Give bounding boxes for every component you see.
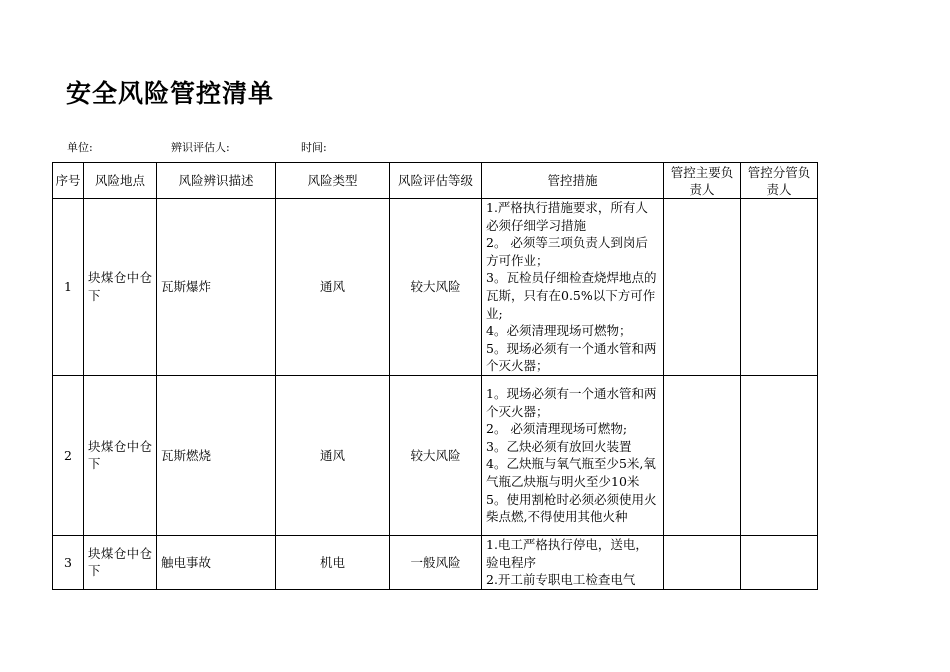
cell-main-person: [664, 535, 741, 589]
header-location: 风险地点: [84, 163, 157, 199]
table-row: [53, 375, 818, 535]
measure-item: 5。现场必须有一个通水管和两个灭火器；: [486, 340, 657, 374]
cell-measures: [482, 535, 664, 589]
table-row: [53, 199, 818, 376]
cell-type: 通风: [276, 375, 390, 535]
cell-measures: [482, 375, 664, 535]
measure-item: 1.电工严格执行停电，送电，验电程序: [486, 536, 648, 570]
header-level: 风险评估等级: [390, 163, 482, 199]
measure-item: 3。瓦检员仔细检查烧焊地点的瓦斯，只有在0.5%以下方可作业;: [486, 270, 657, 321]
cell-description: 触电事故: [157, 535, 276, 589]
header-sub-person: 管控分管负责人: [741, 163, 818, 199]
table-row: [53, 535, 818, 589]
header-no: 序号: [53, 163, 84, 199]
header-main-person: 管控主要负责人: [664, 163, 741, 199]
measure-item: 2.开工前专职电工检查电气: [486, 572, 636, 588]
cell-level: 一般风险: [390, 535, 482, 589]
cell-sub-person: [741, 535, 818, 589]
cell-level: 较大风险: [390, 199, 482, 376]
cell-type: 机电: [276, 535, 390, 589]
cell-measures: [482, 199, 664, 376]
header-description: 风险辨识描述: [157, 163, 276, 199]
measure-item: 2。 必须清理现场可燃物;: [486, 421, 628, 437]
cell-description: 瓦斯爆炸: [157, 199, 276, 376]
measure-item: 4。必须清理现场可燃物；: [486, 323, 632, 339]
unit-label: 单位:: [67, 141, 93, 154]
cell-location: 块煤仓中仓下: [84, 535, 157, 589]
cell-sub-person: [741, 199, 818, 376]
cell-main-person: [664, 375, 741, 535]
table-header-row: [53, 163, 818, 199]
cell-type: 通风: [276, 199, 390, 376]
measure-item: 4。乙炔瓶与氧气瓶至少5米,氧气瓶乙炔瓶与明火至少10米: [486, 456, 656, 490]
measure-item: 3。乙炔必须有放回火装置: [486, 438, 632, 454]
cell-location: 块煤仓中仓下: [84, 375, 157, 535]
cell-no: 3: [53, 535, 84, 589]
cell-no: 2: [53, 375, 84, 535]
measure-item: 1.严格执行措施要求，所有人必须仔细学习措施: [486, 200, 648, 233]
cell-no: 1: [53, 199, 84, 376]
cell-location: 块煤仓中仓下: [84, 199, 157, 376]
measure-item: 2。 必须等三项负责人到岗后方可作业；: [486, 235, 648, 268]
cell-main-person: [664, 199, 741, 376]
header-measures: 管控措施: [482, 163, 664, 199]
cell-sub-person: [741, 375, 818, 535]
risk-control-table: [52, 162, 818, 590]
measure-item: 5。使用割枪时必须必须使用火柴点燃,不得使用其他火种: [486, 491, 657, 525]
time-label: 时间:: [301, 141, 327, 154]
assessor-label: 辨识评估人:: [171, 141, 230, 154]
document-title: 安全风险管控清单: [66, 79, 275, 108]
cell-level: 较大风险: [390, 375, 482, 535]
header-type: 风险类型: [276, 163, 390, 199]
cell-description: 瓦斯燃烧: [157, 375, 276, 535]
measure-item: 1。现场必须有一个通水管和两个灭火器；: [486, 386, 657, 419]
